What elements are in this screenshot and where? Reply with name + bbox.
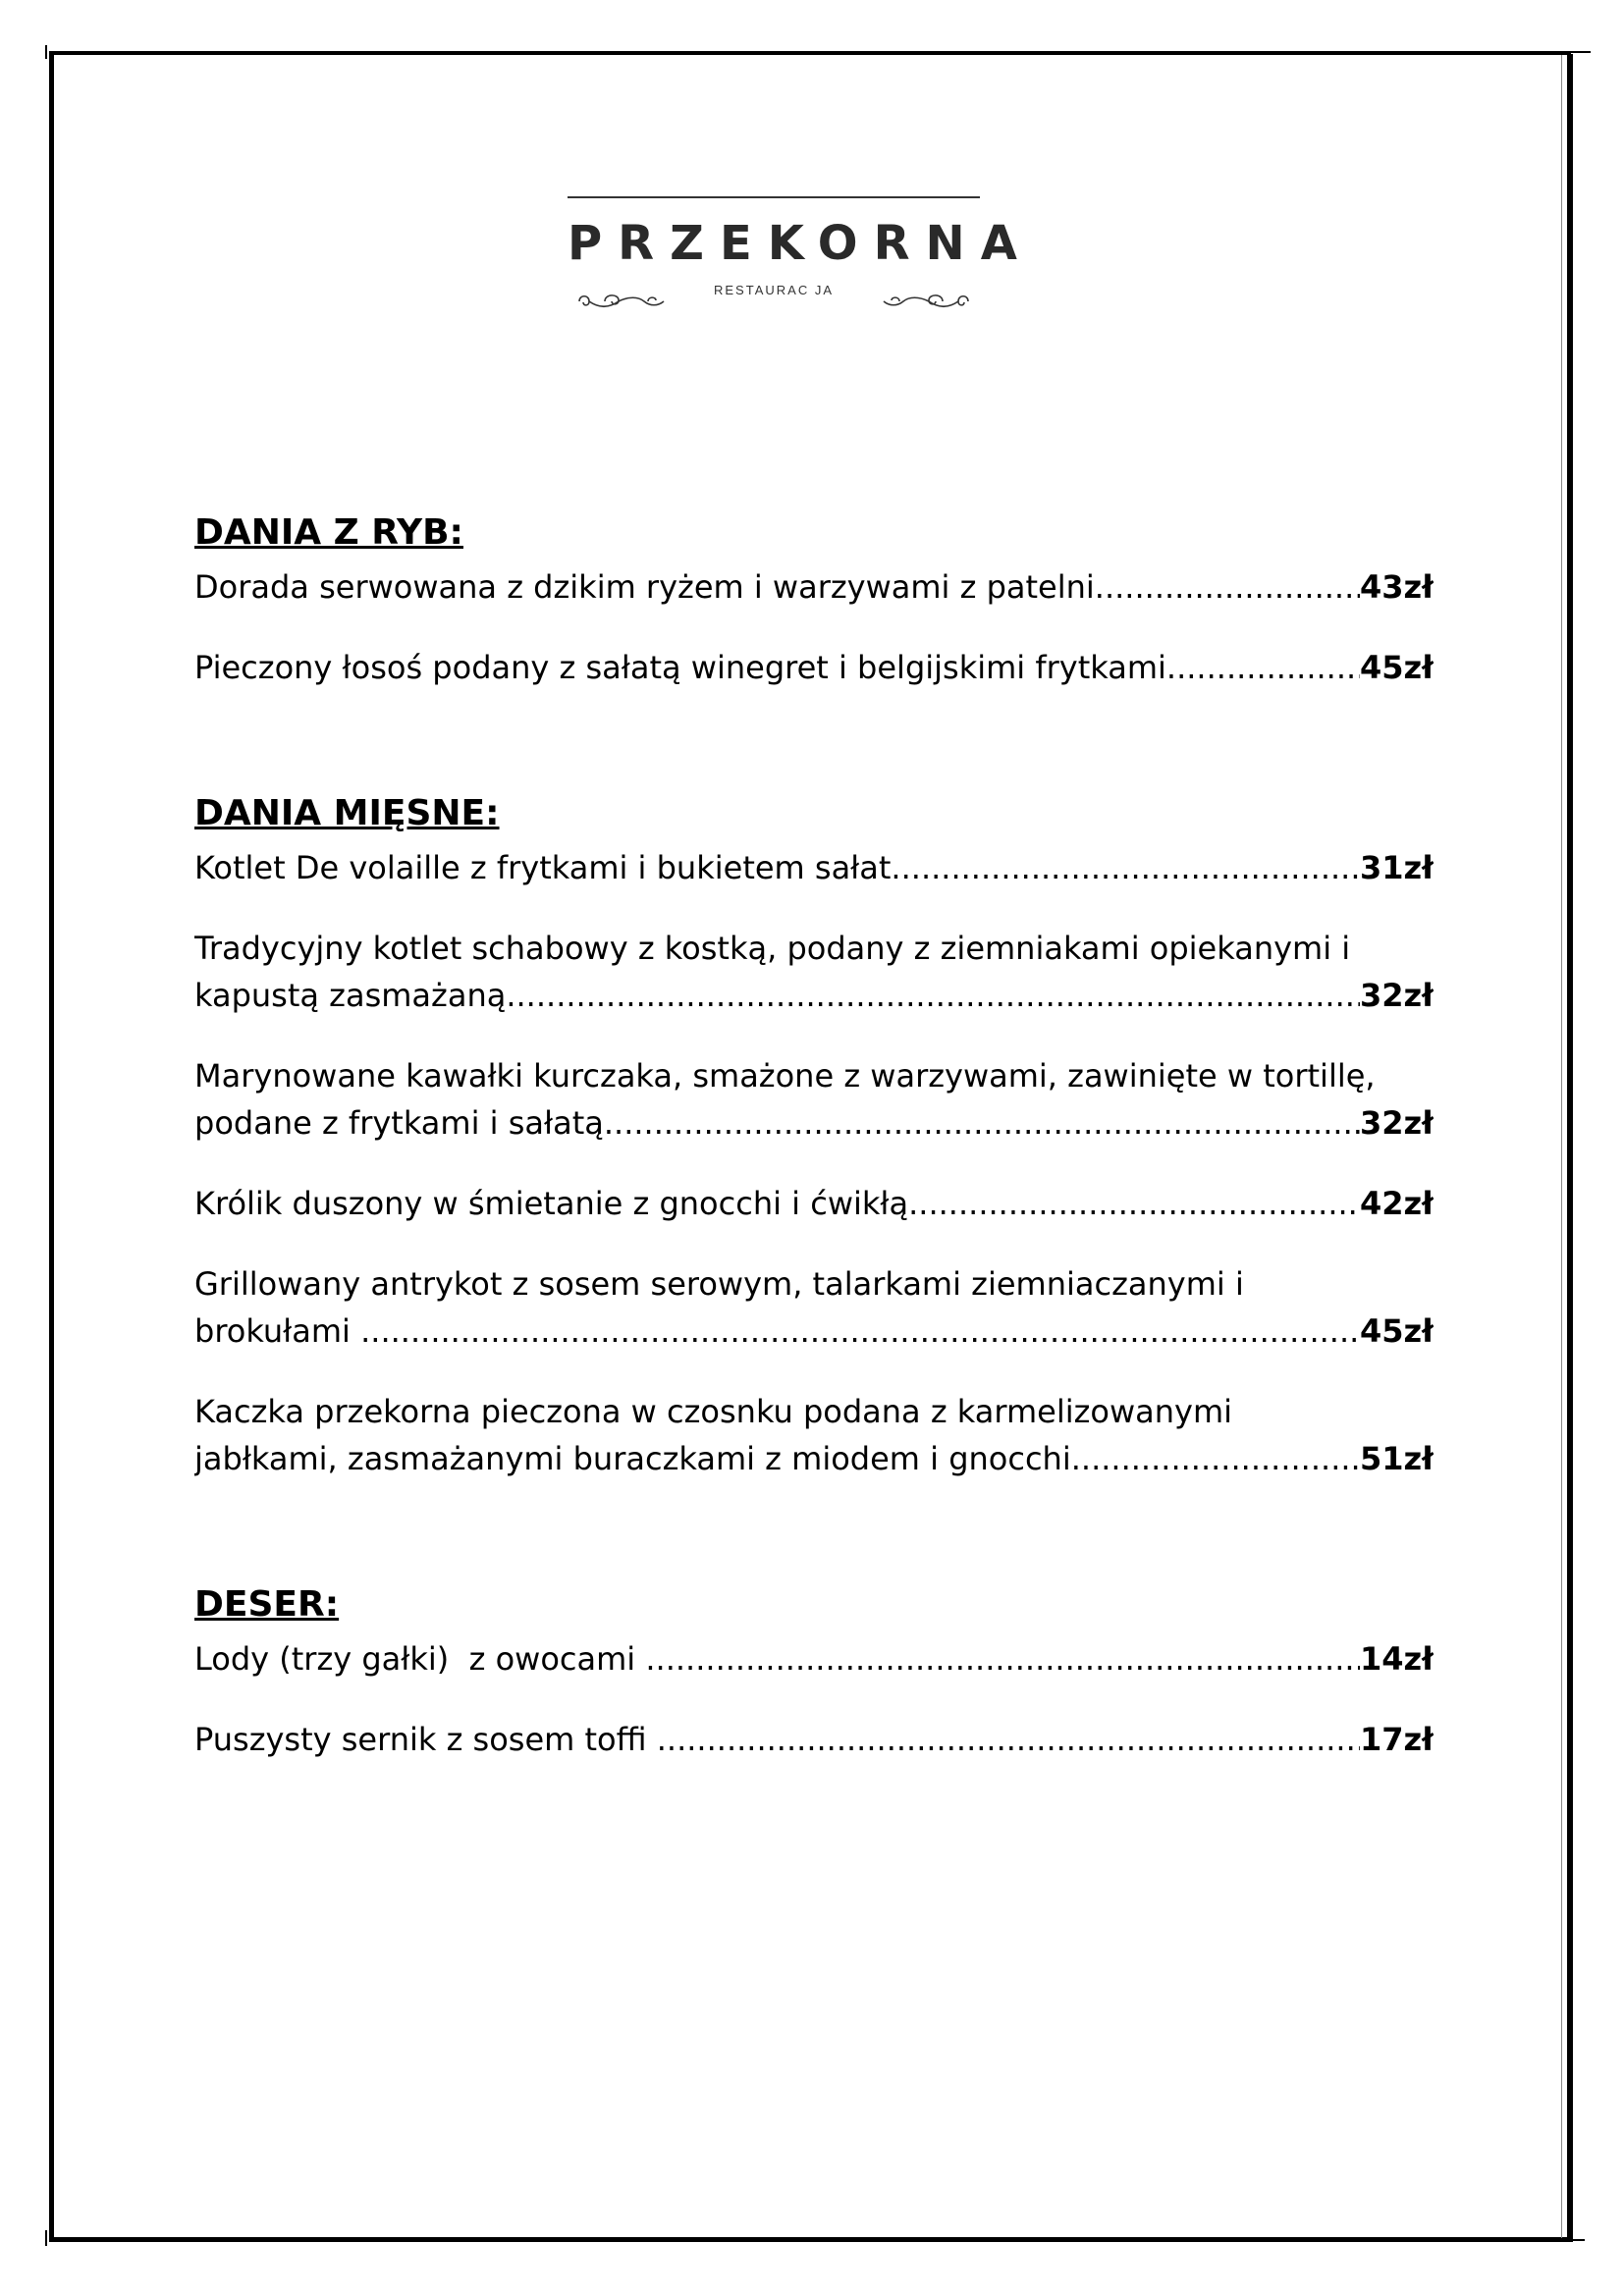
menu-item-line: [194, 1716, 1434, 1763]
menu-item-name: Tradycyjny kotlet schabowy z kostką, podany z ziemniakami opiekanymi i: [194, 930, 1351, 967]
logo-subtitle: RESTAURAC JA: [714, 283, 834, 297]
dot-leader: [360, 1308, 1360, 1355]
section-title: DANIA Z RYB:: [194, 512, 463, 553]
menu-item-price: 14zł: [1359, 1640, 1434, 1678]
section-title: DANIA MIĘSNE:: [194, 793, 500, 833]
dot-leader: [908, 1180, 1360, 1227]
menu-item-name: brokułami: [194, 1312, 361, 1350]
page-border-left: [49, 51, 54, 2242]
menu-item-name: Kaczka przekorna pieczona w czosnku podana z karmelizowanymi: [194, 1393, 1233, 1430]
corner-mark-bottom-right: [1573, 2239, 1585, 2241]
page-border-bottom: [49, 2237, 1573, 2242]
page-border-top: [49, 51, 1571, 55]
menu-item-line: [194, 563, 1434, 611]
menu-item: [194, 1388, 1434, 1482]
dot-leader: [604, 1099, 1360, 1147]
menu-item-name: Puszysty sernik z sosem toffi: [194, 1721, 657, 1758]
menu-item: [194, 1260, 1434, 1355]
menu-item-price: 31zł: [1359, 849, 1434, 886]
menu-item-line: [194, 1435, 1434, 1482]
menu-item-line: [194, 1052, 1434, 1099]
menu-item-name: Kotlet De volaille z frytkami i bukietem sałat: [194, 849, 892, 886]
dot-leader: [1071, 1435, 1360, 1482]
menu-item-line: [194, 925, 1434, 972]
menu-item-price: 43zł: [1359, 568, 1434, 606]
page-border-right-inner: [1561, 55, 1562, 2238]
menu-item-price: 42zł: [1359, 1185, 1434, 1222]
menu-item-price: 51zł: [1359, 1440, 1434, 1477]
menu-item-line: [194, 844, 1434, 891]
corner-mark-bottom-left: [45, 2230, 47, 2246]
logo-rule: [568, 196, 980, 198]
menu-item-line: [194, 1180, 1434, 1227]
dot-leader: [657, 1716, 1360, 1763]
corner-mark-top-right: [1567, 51, 1591, 53]
dot-leader: [1166, 644, 1360, 691]
menu-item: [194, 563, 1434, 611]
menu-item-name: podane z frytkami i sałatą: [194, 1104, 604, 1142]
menu-item-price: 17zł: [1359, 1721, 1434, 1758]
logo-name: PRZEKORNA: [568, 216, 1033, 271]
dot-leader: [645, 1635, 1360, 1682]
menu-item-name: Marynowane kawałki kurczaka, smażone z warzywami, zawinięte w tortillę,: [194, 1057, 1376, 1095]
menu-item-price: 45zł: [1359, 649, 1434, 686]
dot-leader: [1095, 563, 1360, 611]
menu-section: [194, 1580, 1434, 1763]
flourish-right-icon: [874, 289, 972, 314]
menu-item: [194, 644, 1434, 691]
dot-leader: [891, 844, 1360, 891]
corner-mark-top-left: [45, 45, 47, 59]
menu-item-price: 32zł: [1359, 1104, 1434, 1142]
restaurant-logo: [568, 192, 1033, 324]
menu-section: [194, 789, 1434, 1482]
menu-item-line: [194, 1260, 1434, 1308]
menu-item: [194, 1635, 1434, 1682]
menu-item: [194, 925, 1434, 1019]
section-title: DESER:: [194, 1584, 340, 1625]
menu-item: [194, 844, 1434, 891]
menu: [194, 508, 1434, 1796]
menu-item-line: [194, 1308, 1434, 1355]
menu-item: [194, 1180, 1434, 1227]
menu-item-price: 45zł: [1359, 1312, 1434, 1350]
menu-item: [194, 1716, 1434, 1763]
menu-item-price: 32zł: [1359, 977, 1434, 1014]
menu-item-name: Królik duszony w śmietanie z gnocchi i ćwikłą: [194, 1185, 909, 1222]
menu-item-line: [194, 644, 1434, 691]
menu-item-name: Lody (trzy gałki) z owocami: [194, 1640, 646, 1678]
menu-item-name: Grillowany antrykot z sosem serowym, talarkami ziemniaczanymi i: [194, 1265, 1244, 1303]
menu-item-line: [194, 1635, 1434, 1682]
menu-item-name: jabłkami, zasmażanymi buraczkami z miodem i gnocchi: [194, 1440, 1071, 1477]
page-border-right: [1567, 54, 1573, 2242]
menu-item-name: Dorada serwowana z dzikim ryżem i warzywami z patelni: [194, 568, 1095, 606]
menu-item-line: [194, 1099, 1434, 1147]
menu-item-name: kapustą zasmażaną: [194, 977, 507, 1014]
menu-item-line: [194, 1388, 1434, 1435]
menu-item-line: [194, 972, 1434, 1019]
dot-leader: [506, 972, 1360, 1019]
menu-item-name: Pieczony łosoś podany z sałatą winegret i belgijskimi frytkami: [194, 649, 1166, 686]
menu-item: [194, 1052, 1434, 1147]
menu-section: [194, 508, 1434, 691]
